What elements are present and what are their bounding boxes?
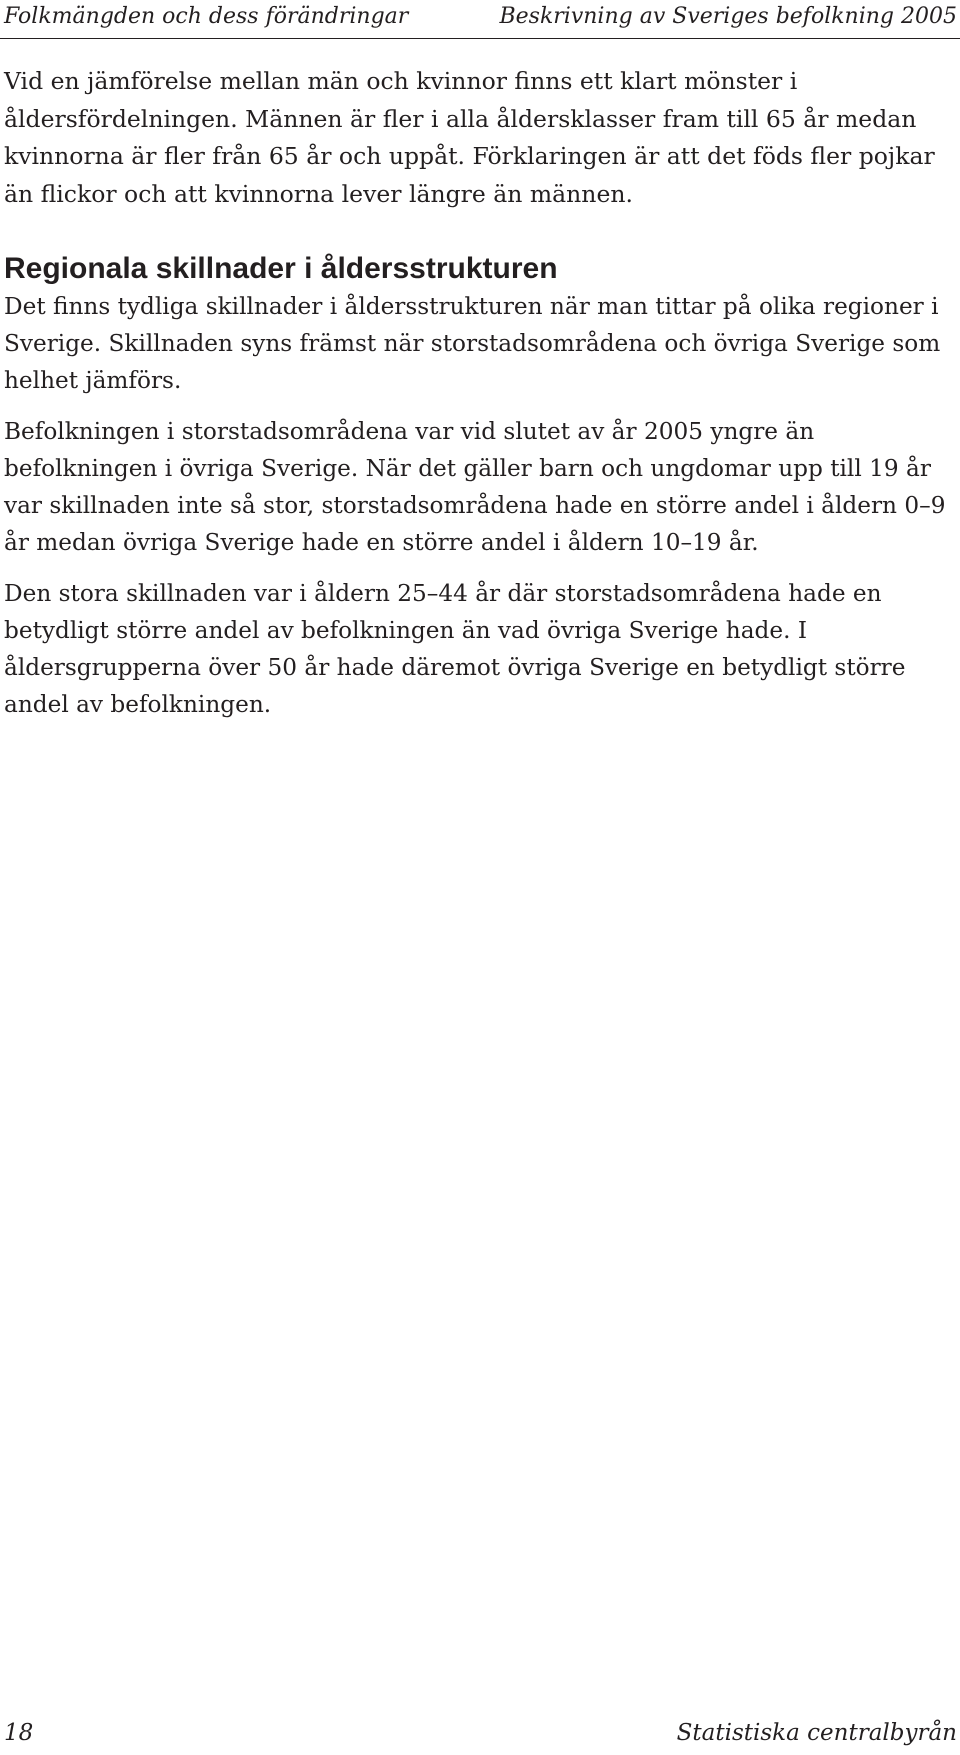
section-paragraph-2: Befolkningen i storstadsområdena var vid slutet av år 2005 yngre än befolkningen i övriga Sverige. När det gäller barn och ungdomar upp till 19 år var skillnaden inte så stor, storstadsområdena hade en större andel i åldern 0–9 år medan övriga Sverige hade en större andel i åldern 10–19 år. (4, 418, 946, 556)
page-header (0, 0, 960, 39)
section-paragraph-1: Det finns tydliga skillnader i åldersstrukturen när man tittar på olika regioner i Sverige. Skillnaden syns främst när storstadsområdena och övriga Sverige som helhet jämförs. (4, 293, 941, 394)
page-number: 18 (4, 1720, 34, 1746)
publisher-name: Statistiska centralbyrån (676, 1720, 957, 1746)
section-paragraph-3: Den stora skillnaden var i åldern 25–44 år där storstadsområdena hade en betydligt större andel av befolkningen än vad övriga Sverige hade. I åldersgrupperna över 50 år hade däremot övriga Sverige en betydligt större andel av befolkningen. (4, 580, 906, 718)
page-content (4, 63, 956, 723)
header-publication-title: Beskrivning av Sveriges befolkning 2005 (499, 4, 957, 29)
header-chapter-title: Folkmängden och dess förändringar (4, 4, 409, 29)
intro-paragraph: Vid en jämförelse mellan män och kvinnor finns ett klart mönster i åldersfördelningen. Männen är fler i alla åldersklasser fram till 65 år medan kvinnorna är fler från 65 år och uppåt. Förklaringen är att det föds fler pojkar än flickor och att kvinnorna lever längre än männen. (4, 67, 935, 208)
section-heading: Regionala skillnader i åldersstrukturen (4, 252, 558, 285)
